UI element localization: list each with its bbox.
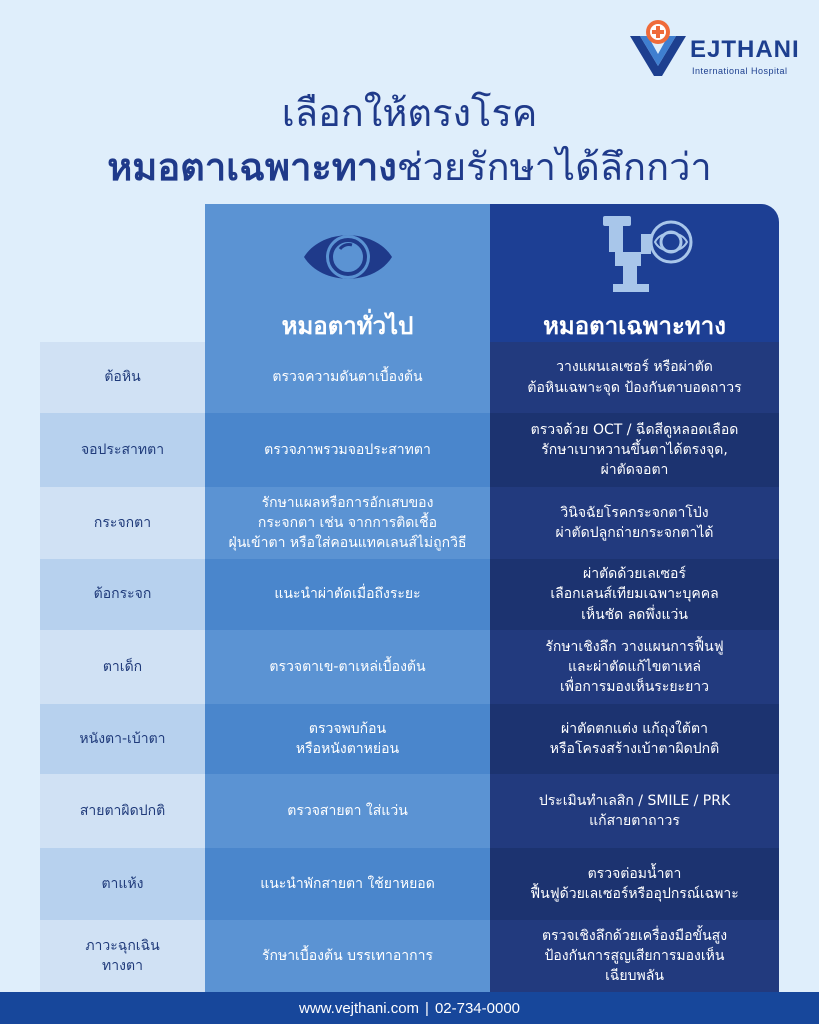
vejthani-logo: [626, 14, 806, 76]
condition-cell: ตาแห้ง: [40, 848, 205, 920]
general-care-cell: ตรวจภาพรวมจอประสาทตา: [205, 413, 490, 487]
general-care-cell: รักษาแผลหรือการอักเสบของ กระจกตา เช่น จากการติดเชื้อ ฝุ่นเข้าตา หรือใส่คอนแทคเลนส์ไม่ถูกวิธี: [205, 487, 490, 559]
condition-cell: สายตาผิดปกติ: [40, 774, 205, 848]
specialist-care-cell: ตรวจต่อมน้ำตา ฟื้นฟูด้วยเลเซอร์หรืออุปกรณ์เฉพาะ: [490, 848, 779, 920]
general-doctor-label: หมอตาทั่วไป: [281, 312, 414, 340]
comparison-table: [40, 342, 779, 992]
hospital-logo-icon: [626, 14, 692, 76]
title-rest: ช่วยรักษาได้ลึกกว่า: [396, 145, 712, 189]
specialist-care-cell: วางแผนเลเซอร์ หรือผ่าตัด ต้อหินเฉพาะจุด ป้องกันตาบอดถาวร: [490, 342, 779, 413]
general-care-cell: ตรวจความดันตาเบื้องต้น: [205, 342, 490, 413]
specialist-care-cell: ผ่าตัดตกแต่ง แก้ถุงใต้ตา หรือโครงสร้างเบ้าตาผิดปกติ: [490, 704, 779, 774]
table-row: [40, 774, 779, 848]
brand-name: EJTHANI: [690, 36, 800, 63]
specialist-doctor-label: หมอตาเฉพาะทาง: [543, 312, 726, 340]
title-emphasis: หมอตาเฉพาะทาง: [107, 145, 397, 189]
table-row: [40, 704, 779, 774]
general-doctor-header: [205, 204, 490, 342]
eye-exam-equipment-icon: [595, 214, 695, 294]
general-care-cell: ตรวจตาเข-ตาเหล่เบื้องต้น: [205, 630, 490, 704]
footer-separator: |: [425, 999, 429, 1017]
brand-subtitle: International Hospital: [692, 66, 788, 76]
phone-number[interactable]: 02-734-0000: [434, 999, 521, 1017]
specialist-care-cell: ผ่าตัดด้วยเลเซอร์ เลือกเลนส์เทียมเฉพาะบุคคล เห็นชัด ลดพึ่งแว่น: [490, 559, 779, 630]
condition-cell: จอประสาทตา: [40, 413, 205, 487]
table-row: [40, 413, 779, 487]
table-row: [40, 630, 779, 704]
page-title-line1: เลือกให้ตรงโรค: [281, 91, 538, 135]
page-title-line2: [0, 136, 819, 197]
specialist-care-cell: วินิจฉัยโรคกระจกตาโป่ง ผ่าตัดปลูกถ่ายกระจกตาได้: [490, 487, 779, 559]
general-care-cell: ตรวจพบก้อน หรือหนังตาหย่อน: [205, 704, 490, 774]
footer-bar: [0, 992, 819, 1024]
general-care-cell: แนะนำผ่าตัดเมื่อถึงระยะ: [205, 559, 490, 630]
specialist-care-cell: ตรวจด้วย OCT / ฉีดสีดูหลอดเลือด รักษาเบาหวานขึ้นตาได้ตรงจุด, ผ่าตัดจอตา: [490, 413, 779, 487]
table-row: [40, 848, 779, 920]
condition-cell: ตาเด็ก: [40, 630, 205, 704]
specialist-doctor-header: [490, 204, 779, 342]
condition-cell: กระจกตา: [40, 487, 205, 559]
table-row: [40, 342, 779, 413]
eye-icon: [300, 222, 396, 292]
table-row: [40, 559, 779, 630]
specialist-care-cell: รักษาเชิงลึก วางแผนการฟื้นฟู และผ่าตัดแก้ไขตาเหล่ เพื่อการมองเห็นระยะยาว: [490, 630, 779, 704]
condition-cell: ต้อหิน: [40, 342, 205, 413]
website-link[interactable]: www.vejthani.com: [298, 999, 420, 1017]
specialist-care-cell: ตรวจเชิงลึกด้วยเครื่องมือขั้นสูง ป้องกันการสูญเสียการมองเห็น เฉียบพลัน: [490, 920, 779, 992]
specialist-care-cell: ประเมินทำเลสิก / SMILE / PRK แก้สายตาถาวร: [490, 774, 779, 848]
general-care-cell: ตรวจสายตา ใส่แว่น: [205, 774, 490, 848]
general-care-cell: แนะนำพักสายตา ใช้ยาหยอด: [205, 848, 490, 920]
table-row: [40, 487, 779, 559]
condition-cell: หนังตา-เบ้าตา: [40, 704, 205, 774]
table-row: [40, 920, 779, 992]
condition-cell: ภาวะฉุกเฉิน ทางตา: [40, 920, 205, 992]
condition-cell: ต้อกระจก: [40, 559, 205, 630]
general-care-cell: รักษาเบื้องต้น บรรเทาอาการ: [205, 920, 490, 992]
